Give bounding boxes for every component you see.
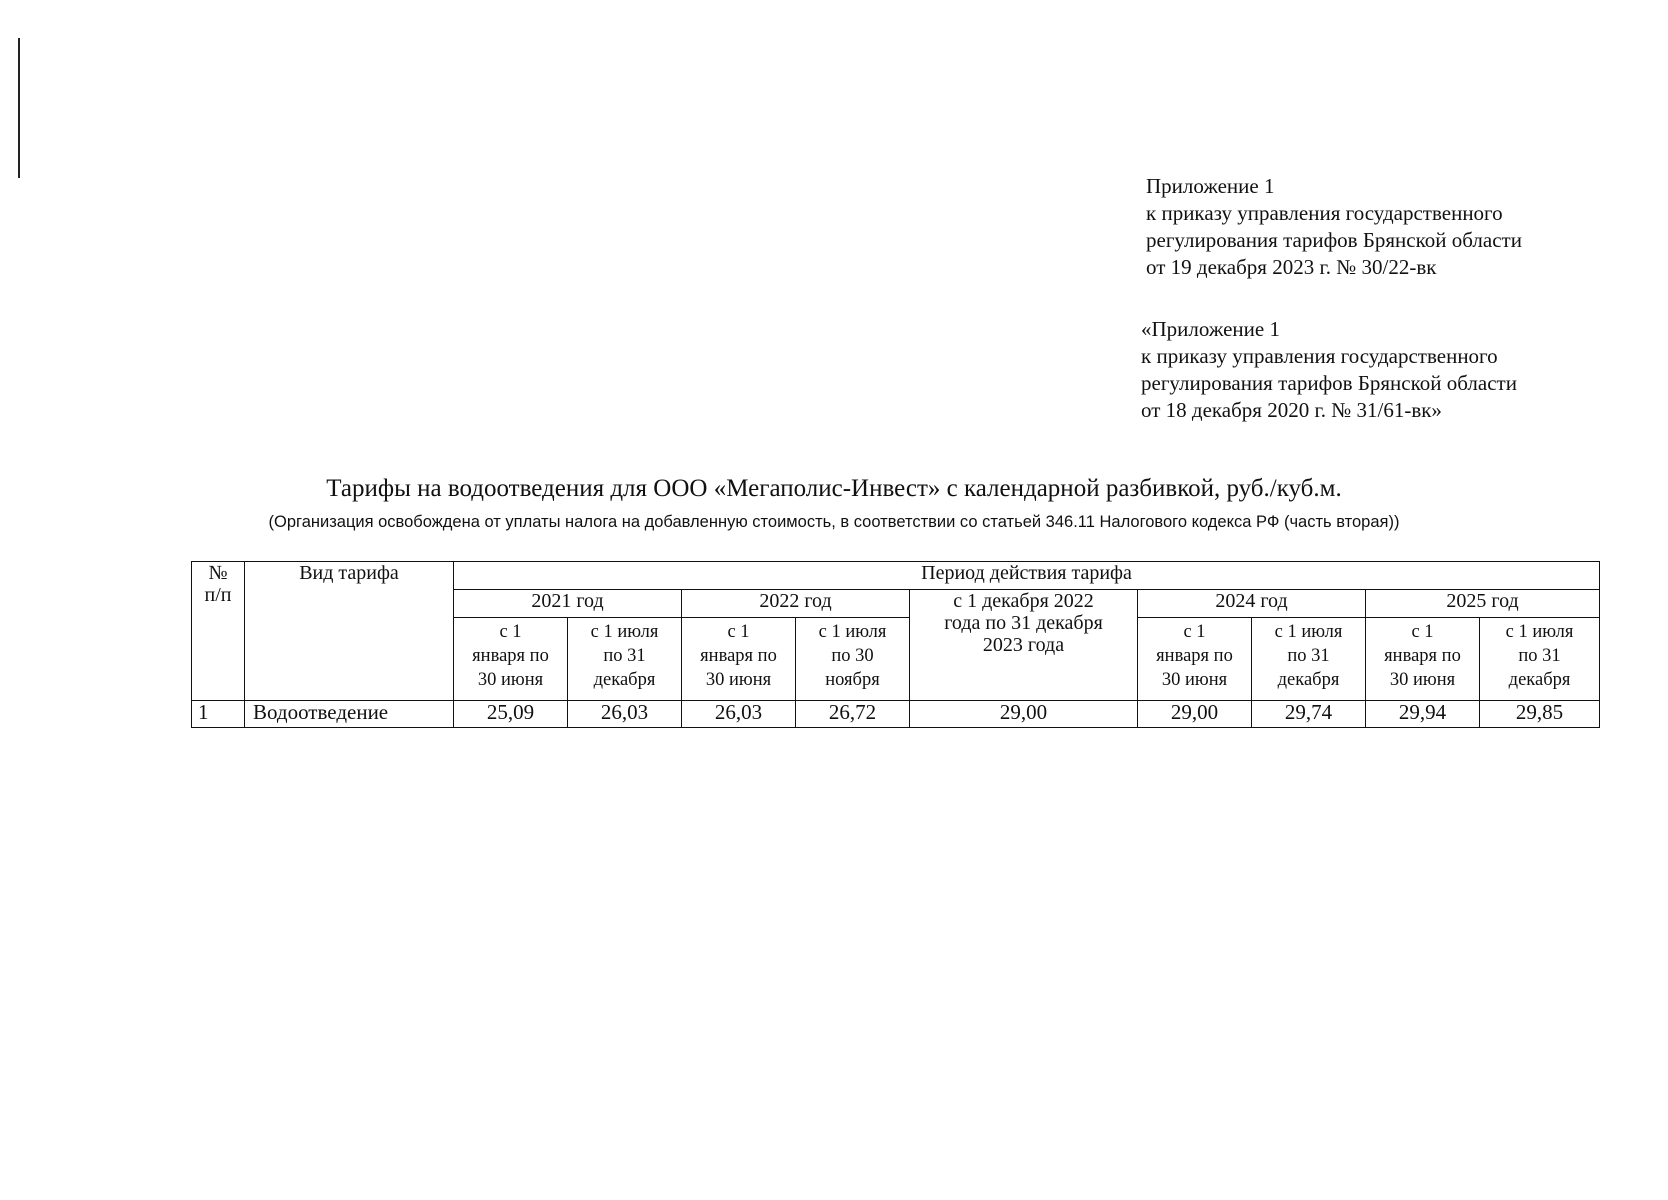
appendix-line: от 18 декабря 2020 г. № 31/61-вк»: [1141, 398, 1442, 422]
appendix-reference-previous: [1141, 316, 1641, 424]
appendix-line: Приложение 1: [1146, 174, 1275, 198]
appendix-reference-current: [1146, 173, 1646, 281]
appendix-line: регулирования тарифов Брянской области: [1141, 371, 1517, 395]
appendix-line: «Приложение 1: [1141, 317, 1280, 341]
header-row-period: [192, 562, 1600, 590]
tariff-value-dec2022-dec2023: 29,00: [910, 701, 1138, 728]
document-title: Тарифы на водоотведения для ООО «Мегаполис-Инвест» с календарной разбивкой, руб./куб.м.: [326, 475, 1342, 502]
tariff-value-2024-h1: 29,00: [1138, 701, 1252, 728]
sub-period-2025-h2: с 1 июля по 31 декабря: [1480, 618, 1600, 701]
year-header-2025: 2025 год: [1366, 590, 1600, 618]
row-number: 1: [192, 701, 245, 728]
tariff-value-2025-h1: 29,94: [1366, 701, 1480, 728]
sub-period-2022-jul-nov: с 1 июля по 30 ноября: [796, 618, 910, 701]
sub-period-2024-h2: с 1 июля по 31 декабря: [1252, 618, 1366, 701]
sub-period-2021-h1: с 1 января по 30 июня: [454, 618, 568, 701]
year-header-2021: 2021 год: [454, 590, 682, 618]
appendix-line: к приказу управления государственного: [1141, 344, 1498, 368]
document-subtitle: (Организация освобождена от уплаты налога на добавленную стоимость, в соответствии со статьей 346.11 Налогового кодекса РФ (часть вторая)): [268, 513, 1400, 531]
tariff-value-2022-h1: 26,03: [682, 701, 796, 728]
row-tariff-kind: Водоотведение: [245, 701, 454, 728]
tariff-table: [191, 561, 1600, 728]
scan-margin-line: [18, 38, 20, 178]
tariff-value-2022-jul-nov: 26,72: [796, 701, 910, 728]
year-header-2024: 2024 год: [1138, 590, 1366, 618]
sub-period-2022-h1: с 1 января по 30 июня: [682, 618, 796, 701]
column-header-period: Период действия тарифа: [454, 562, 1600, 590]
appendix-line: регулирования тарифов Брянской области: [1146, 228, 1522, 252]
tariff-value-2024-h2: 29,74: [1252, 701, 1366, 728]
table-row: [192, 701, 1600, 728]
sub-period-2025-h1: с 1 января по 30 июня: [1366, 618, 1480, 701]
appendix-line: от 19 декабря 2023 г. № 30/22-вк: [1146, 255, 1437, 279]
tariff-value-2021-h1: 25,09: [454, 701, 568, 728]
sub-period-2021-h2: с 1 июля по 31 декабря: [568, 618, 682, 701]
tariff-value-2021-h2: 26,03: [568, 701, 682, 728]
appendix-line: к приказу управления государственного: [1146, 201, 1503, 225]
tariff-value-2025-h2: 29,85: [1480, 701, 1600, 728]
column-header-number: № п/п: [192, 562, 245, 701]
year-header-2022: 2022 год: [682, 590, 910, 618]
column-header-tariff-kind: Вид тарифа: [245, 562, 454, 701]
sub-period-dec2022-dec2023: с 1 декабря 2022 года по 31 декабря 2023 года: [910, 590, 1138, 701]
sub-period-2024-h1: с 1 января по 30 июня: [1138, 618, 1252, 701]
